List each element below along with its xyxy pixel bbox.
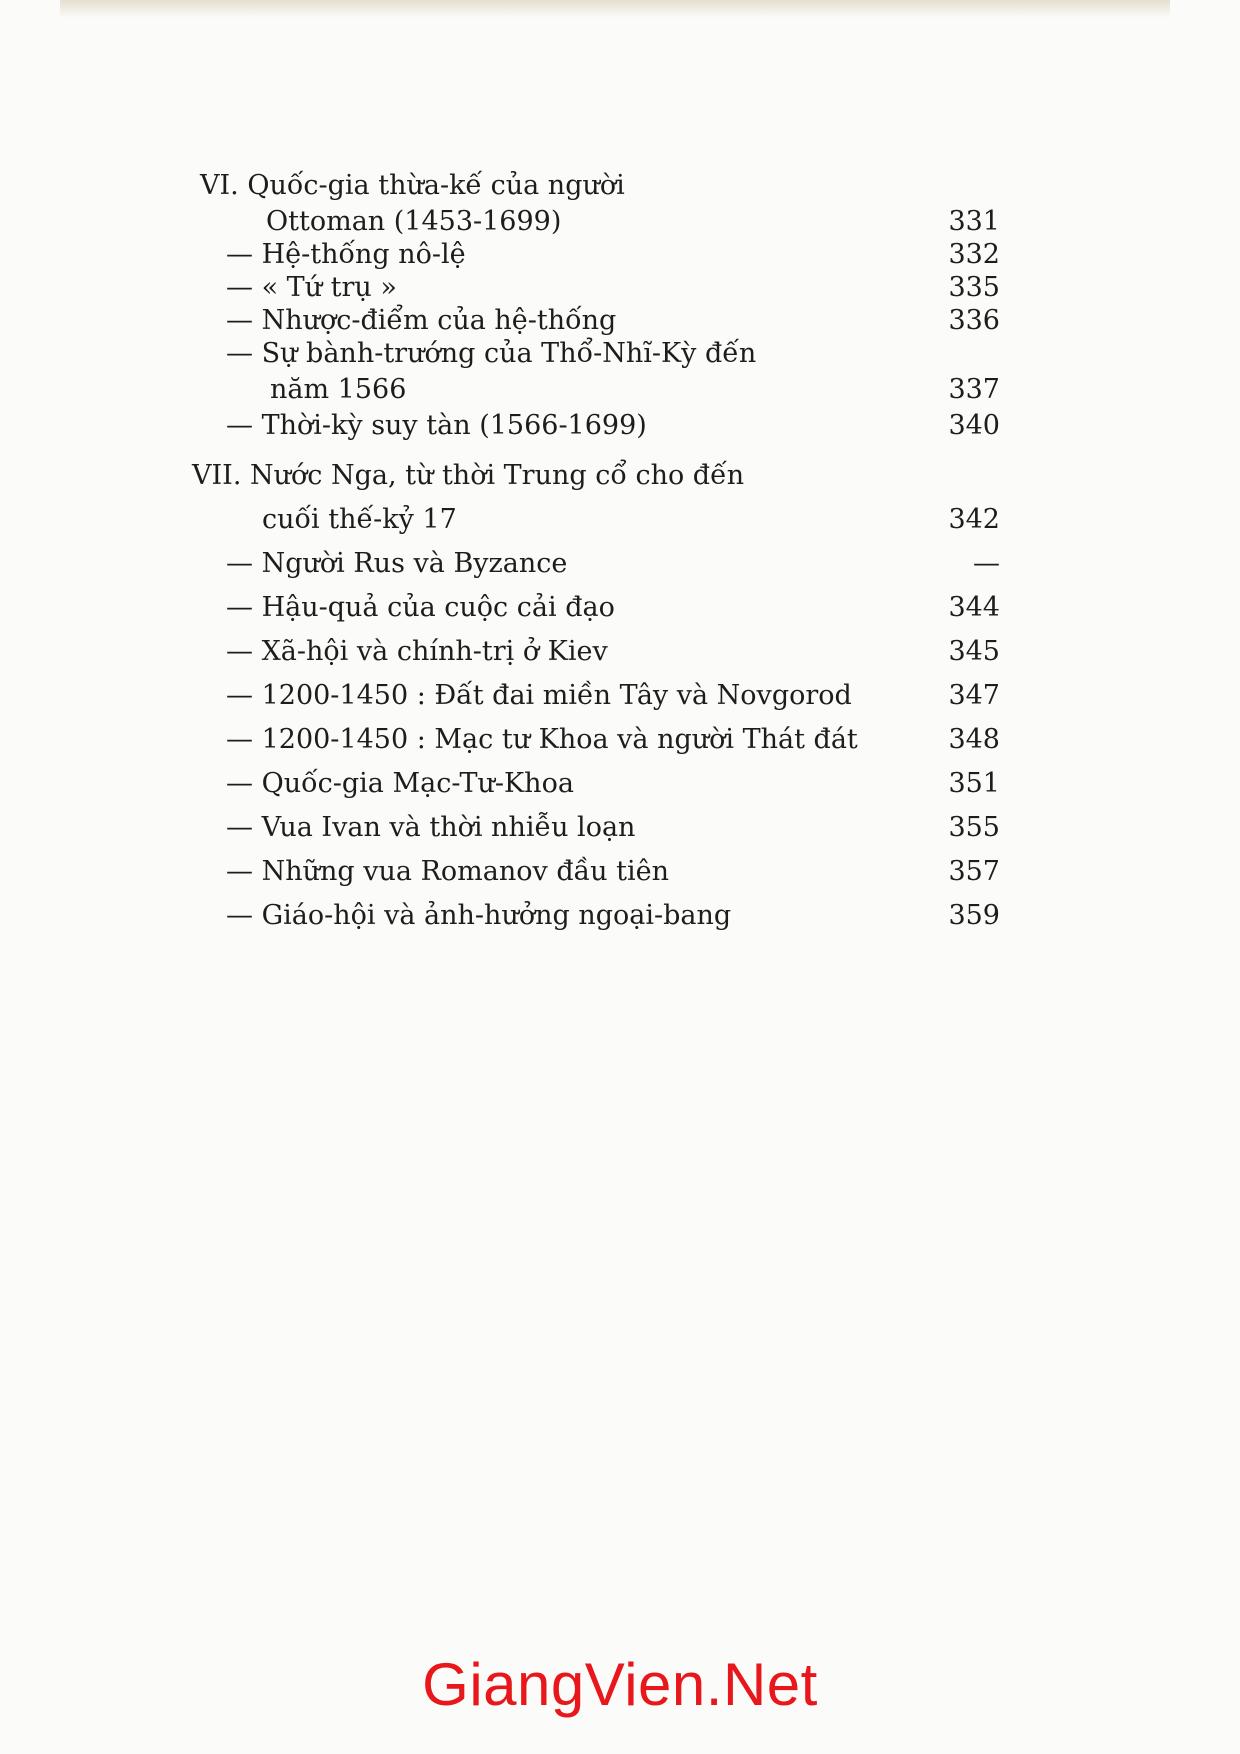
chapter-6-page: 331 [948,206,1000,237]
toc-item-page: 357 [948,856,1000,887]
toc-item-label: — Thời-kỳ suy tàn (1566-1699) [226,410,647,441]
toc-item-page: 348 [948,724,1000,755]
watermark-text: GiangVien.Net [422,1651,818,1718]
toc-item-page: 345 [948,636,1000,667]
toc-item [200,590,1000,634]
toc-item-label: — 1200-1450 : Đất đai miền Tây và Novgorod [226,680,852,711]
toc-item-page: 340 [948,410,1000,441]
toc-item-page: 355 [948,812,1000,843]
toc-item-label: — Xã-hội và chính-trị ở Kiev [226,636,608,667]
toc-item-page: 337 [948,374,1000,405]
toc-item-page: 336 [948,305,1000,336]
toc-item [200,810,1000,854]
toc-item [200,303,1000,339]
toc-item [200,408,1000,444]
toc-item [200,634,1000,678]
toc-chapter-7 [192,458,1000,546]
toc-item-page: 332 [948,239,1000,270]
toc-item [200,546,1000,590]
chapter-7-title-line1: VII. Nước Nga, từ thời Trung cổ cho đến [192,460,745,491]
toc-item [200,766,1000,810]
toc-item-label: — Sự bành-trướng của Thổ-Nhĩ-Kỳ đến [226,338,757,369]
chapter-7-page: 342 [948,504,1000,535]
toc-item-page: 359 [948,900,1000,931]
toc-item-label: — Giáo-hội và ảnh-hưởng ngoại-bang [226,900,732,931]
toc-item-page: 347 [948,680,1000,711]
toc-item-page: — [973,548,1000,579]
toc-item [200,854,1000,898]
toc-chapter-6 [200,168,1000,240]
toc-item-label: — Người Rus và Byzance [226,548,568,579]
toc-item-label: — Vua Ivan và thời nhiễu loạn [226,812,636,843]
toc-item-label: — Hậu-quả của cuộc cải đạo [226,592,615,623]
toc-item-page: 344 [948,592,1000,623]
toc-item-page: 351 [948,768,1000,799]
toc-item-label: — Hệ-thống nô-lệ [226,239,466,270]
chapter-7-title-line2: cuối thế-kỷ 17 [262,504,457,535]
toc-item [200,270,1000,306]
toc-item-label: — « Tứ trụ » [226,272,397,303]
toc-item [200,678,1000,722]
toc-item [200,898,1000,942]
toc-item-label: — 1200-1450 : Mạc tư Khoa và người Thát đát [226,724,858,755]
chapter-6-title-line2: Ottoman (1453-1699) [266,206,562,237]
toc-item [200,336,1000,408]
page-edge-shadow [60,0,1170,18]
toc-item-label: — Những vua Romanov đầu tiên [226,856,669,887]
toc-item [200,237,1000,273]
table-of-contents [192,168,1000,942]
toc-item-label: — Quốc-gia Mạc-Tư-Khoa [226,768,574,799]
toc-item-label: — Nhược-điểm của hệ-thống [226,305,617,336]
chapter-6-title-line1: VI. Quốc-gia thừa-kế của người [200,170,625,201]
toc-item [200,722,1000,766]
toc-item-page: 335 [948,272,1000,303]
toc-item-label-cont: năm 1566 [270,374,407,405]
